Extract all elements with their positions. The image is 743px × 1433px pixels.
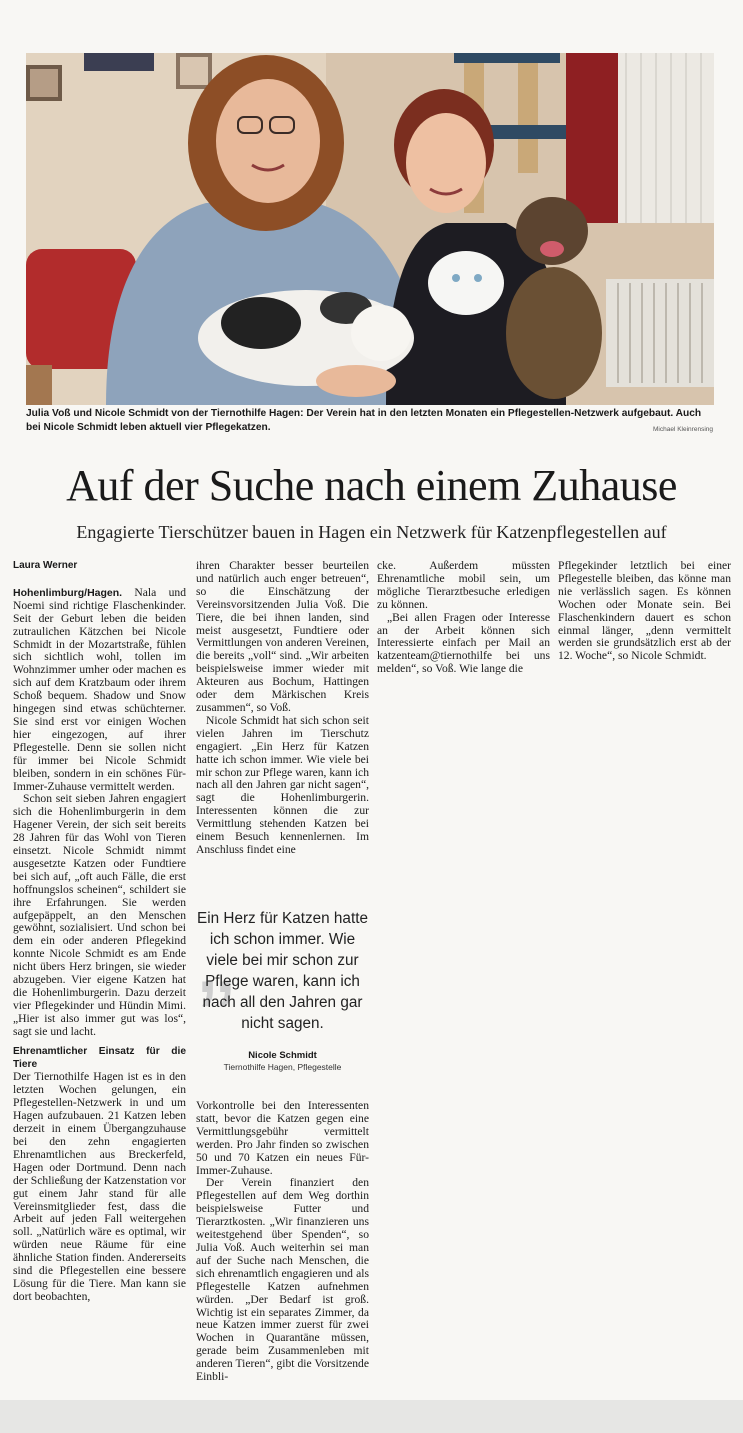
quote-mark: „ xyxy=(198,893,235,1016)
headline: Auf der Suche nach einem Zuhause xyxy=(66,461,677,510)
quote-text: Ein Herz für Katzen hatte ich schon immer. Wie viele bei mir schon zur Pflege waren, kann ich nach all den Jahren gar nicht sagen. xyxy=(197,910,368,1032)
pull-quote xyxy=(196,893,369,1073)
paragraph: Pflegekinder letztlich bei einer Pflegestelle bleiben, das könne man nie verlässlich sagen. Es können Wochen oder Monate sein. Bei Flaschenkindern dauert es schon einmal länger, „denn vermittelt werden sie grundsätzlich erst ab der 12. Woche“, so Nicole Schmidt. xyxy=(558,559,731,663)
article-photo xyxy=(26,53,714,405)
paragraph: Vorkontrolle bei den Interessenten statt, bevor die Katzen gegen eine Vermittlungsgebühr vermittelt werden. Pro Jahr finden so zwischen 50 und 70 Katzen ein neues Für-Immer-Zuhause. xyxy=(196,1099,369,1177)
quote-role: Tiernothilfe Hagen, Pflegestelle xyxy=(223,1062,342,1072)
article-column-2-continued xyxy=(196,1100,369,1384)
quote-author: Nicole Schmidt xyxy=(248,1050,317,1061)
photo-credit: Michael Kleinrensing xyxy=(653,426,713,433)
author-byline: Laura Werner xyxy=(13,560,78,571)
article-column-3 xyxy=(377,560,550,676)
paragraph: Schon seit sieben Jahren engagiert sich die Hohenlimburgerin in dem Hagener Verein, der sich seit bereits 28 Jahren für das Wohl von Tieren einsetzt. Nicole Schmidt nimmt ausgesetzte Katzen oder Fundtiere bei sich auf, „oft auch Fälle, die erst hoffnungslos scheinen“, schildert sie ihre Erfahrungen. Sie werden aufgepäppelt, an den Menschen gewöhnt, sozialisiert. Und schon bei dem ein oder anderen Pflegekind konnte Nicole Schmidt es am Ende nicht übers Herz bringen, sie wieder abzugeben. Vier eigene Katzen hat die Hohenlimburgerin. Dazu derzeit vier Pflegekinder und Hündin Mimi. „Hier ist also immer gut was los“, sagt sie und lacht. xyxy=(13,792,186,1038)
paragraph xyxy=(13,587,186,794)
photo-caption: Julia Voß und Nicole Schmidt von der Tiernothilfe Hagen: Der Verein hat in den letzten Monaten ein Pflegestellen-Netzwerk aufgebaut. Auch bei Nicole Schmidt leben aktuell vier Pflegekatzen. xyxy=(26,408,702,433)
article-column-2 xyxy=(196,560,369,857)
section-subheading: Ehrenamtlicher Einsatz für die Tiere xyxy=(13,1045,186,1070)
paragraph-text: Nala und Noemi sind richtige Flaschenkinder. Seit der Geburt leben die beiden zutraulichen Kätzchen bei Nicole Schmidt in der Mozartstraße, fühlen sich sichtlich wohl, tollen im Wohnzimmer umher oder machen es sich auf dem Kratzbaum oder ihrem Schoß bequem. Shadow und Snow hingegen sind etwas schüchterner. Sie sind erst vor einigen Wochen hier eingezogen, auf ihrer Pflegestelle. Denn sie sollen nicht für immer bei Nicole Schmidt bleiben, sondern in ein schönes Für-Immer-Zuhause vermittelt werden. xyxy=(13,585,186,793)
article-column-1 xyxy=(13,560,186,1304)
paragraph: Der Verein finanziert den Pflegestellen auf dem Weg dorthin beispielsweise Futter und Tierarztkosten. „Wir finanzieren uns weitestgehend über Spenden“, so Julia Voß. Auch weiterhin sei man auf der Suche nach Menschen, die sich ehrenamtlich engagieren und als Pflegestelle Katzen aufnehmen würden. „Der Bedarf ist groß. Wichtig ist ein separates Zimmer, da neue Katzen immer zuerst für zwei Wochen in Quarantäne müssen, gerade beim Zusammenleben mit anderen Tieren“, gibt die Vorsitzende Einbli- xyxy=(196,1176,369,1384)
article-column-4 xyxy=(558,560,731,663)
dateline: Hohenlimburg/Hagen. xyxy=(13,586,123,599)
subheadline: Engagierte Tierschützer bauen in Hagen ein Netzwerk für Katzenpflegestellen auf xyxy=(76,522,667,542)
paragraph: Der Tiernothilfe Hagen ist es in den letzten Wochen gelungen, ein Pflegestellen-Netzwerk in und um Hagen aufzubauen. 21 Katzen leben derzeit in einem Übergangzuhause bei den zehn engagierten Ehrenamtlichen aus Breckerfeld, Hagen oder Dortmund. Denn nach der Schließung der Katzenstation vor gut einem Jahr stand für alle Vereinsmitglieder fest, dass die Arbeit auf jeden Fall weitergehen soll. „Natürlich wäre es optimal, wir würden neue Räume für eine ähnliche Station finden. Andererseits sind die Pflegestellen eine bessere Lösung für die Tiere. Man kann sie dort beobachten, xyxy=(13,1070,186,1303)
photo-illustration xyxy=(26,53,714,405)
bottom-bar xyxy=(0,1400,743,1433)
paragraph: „Bei allen Fragen oder Interesse an der Arbeit können sich Interessierte einfach per Mail an katzenteam@tiernothilfe bei uns melden“, so Voß. Wie lange die xyxy=(377,610,550,676)
paragraph: cke. Außerdem müssten Ehrenamtliche mobil sein, um mögliche Tierarztbesuche erledigen zu können. xyxy=(377,559,550,611)
paragraph: ihren Charakter besser beurteilen und natürlich auch enger betreuen“, so die Einschätzung der Vereinsvorsitzenden Julia Voß. Die Tiere, die bei ihnen landen, sind meist ausgesetzt, Fundtiere oder Vermittlungen von anderen Vereinen, die bereits „voll“ sind. „Wir arbeiten beispielsweise immer wieder mit Akteuren aus Bochum, Hattingen oder dem Märkischen Kreis zusammen“, so Voß. xyxy=(196,559,369,714)
paragraph: Nicole Schmidt hat sich schon seit vielen Jahren im Tierschutz engagiert. „Ein Herz für Katzen hatte ich schon immer. Wie viele bei mir schon zur Pflege waren, kann ich nach all den Jahren gar nicht sagen“, sagt die Hohenlimburgerin. Interessenten können die zur Vermittlung stehenden Katzen bei einem Besuch kennenlernen. Im Anschluss findet eine xyxy=(196,713,369,856)
